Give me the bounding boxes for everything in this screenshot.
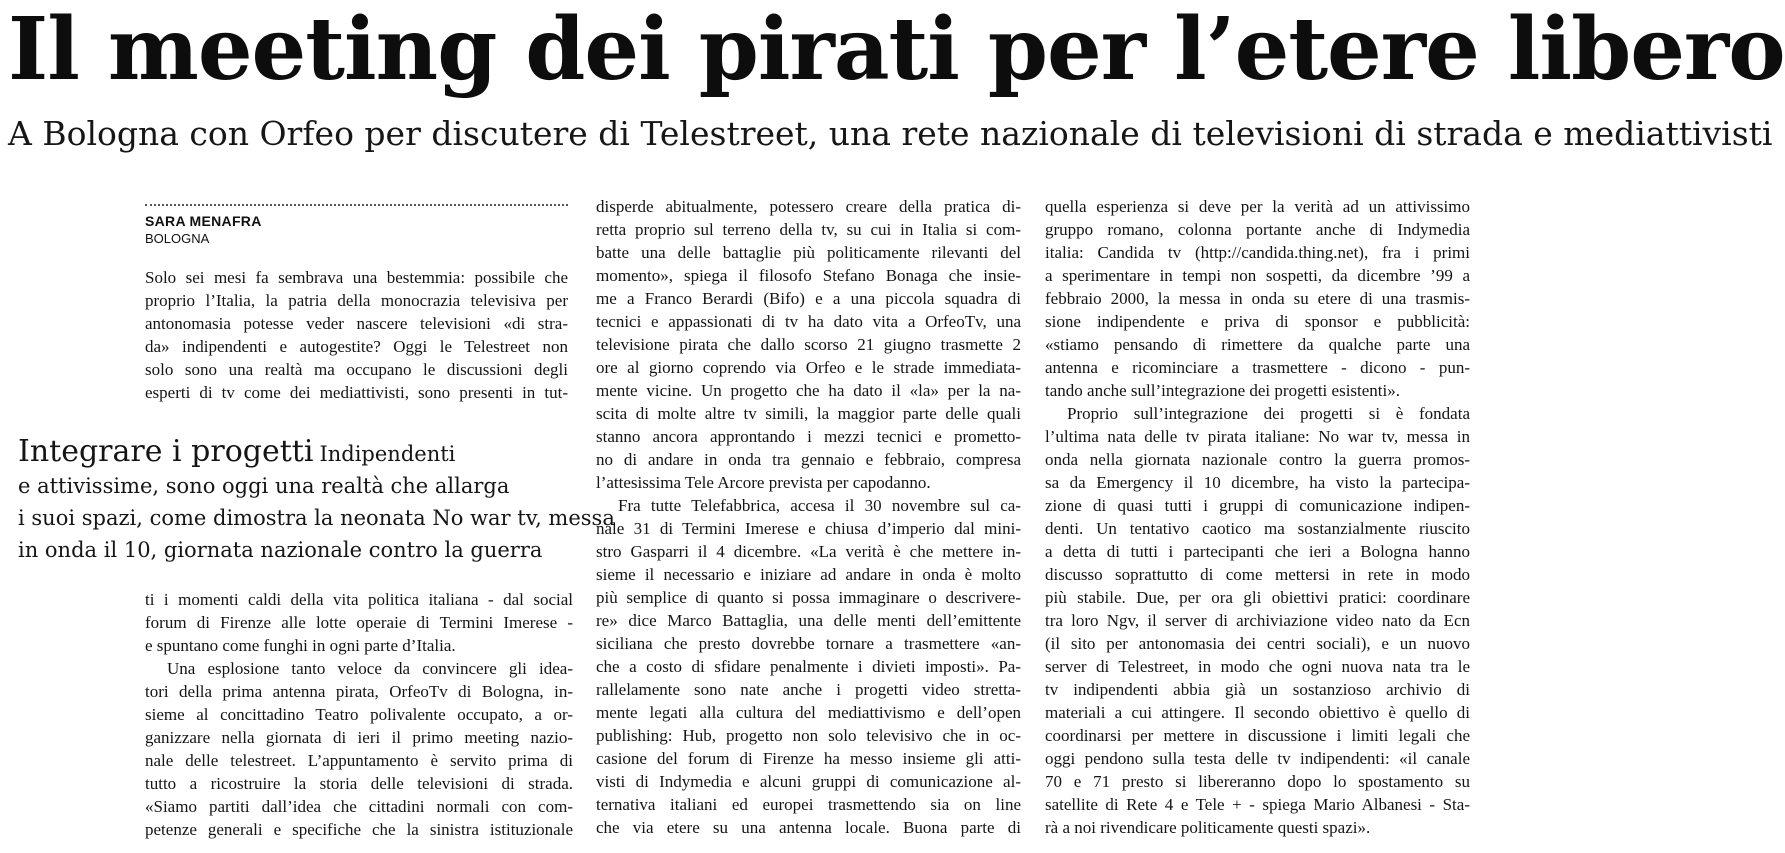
article-line: Una esplosione tanto veloce da convincere gli idea- — [167, 659, 573, 678]
article-line: ternativa italiani ed europei trasmettendo sia on line — [596, 795, 1021, 814]
article-line: febbraio 2000, la messa in onda su etere di una trasmis- — [1045, 289, 1470, 308]
article-line: tecnici e appassionati di tv ha dato vita a OrfeoTv, una — [596, 312, 1021, 331]
article-line: retta proprio sul terreno della tv, su cui in Italia si com- — [596, 220, 1021, 239]
article-line: televisione pirata che dallo scorso 21 giugno trasmette 2 — [596, 335, 1021, 354]
article-line: a sperimentare in tempi non sospetti, da dicembre ’99 a — [1045, 266, 1470, 285]
article-line: server di Telestreet, in modo che ogni nuova nata tra le — [1045, 657, 1470, 676]
article-line: visti di Indymedia e alcuni gruppi di comunicazione al- — [596, 772, 1021, 791]
article-line: casione del forum di Firenze ha messo insieme gli atti- — [596, 749, 1021, 768]
article-line: zione di quasi tutti i gruppi di comunicazione indipen- — [1045, 496, 1470, 515]
article-line: più semplice di quanto si possa immaginare o descrivere- — [596, 588, 1021, 607]
article-line: coordinarsi per mettere in discussione i limiti legali che — [1045, 726, 1470, 745]
article-line: momento», spiega il filosofo Stefano Bonaga che insie- — [596, 266, 1021, 285]
pull-quote-text: Indipendenti — [319, 442, 456, 466]
byline-author: SARA MENAFRA — [145, 213, 262, 229]
article-line: sieme al concittadino Teatro polivalente occupato, a or- — [145, 705, 573, 724]
article-line: Fra tutte Telefabbrica, accesa il 30 novembre sul ca- — [618, 496, 1021, 515]
pull-quote-line: i suoi spazi, come dimostra la neonata No war tv, messa — [18, 506, 615, 530]
article-line: rallelamente sono nate anche i progetti video stretta- — [596, 680, 1021, 699]
article-line: no di andare in onda tra gennaio e febbraio, compresa — [596, 450, 1021, 469]
article-line: me a Franco Berardi (Bifo) e a una piccola squadra di — [596, 289, 1021, 308]
article-line: satellite di Rete 4 e Tele + - spiega Mario Albanesi - Sta- — [1045, 795, 1470, 814]
article-line: Solo sei mesi fa sembrava una bestemmia: possibile che — [145, 268, 568, 287]
pull-quote-title: Integrare i progetti — [18, 434, 314, 469]
article-line: quella esperienza si deve per la verità ad un attivissimo — [1045, 197, 1470, 216]
article-line: 70 e 71 presto si libereranno dopo lo spostamento su — [1045, 772, 1470, 791]
article-line: disperde abitualmente, potessero creare della pratica di- — [596, 197, 1021, 216]
article-line: nale delle telestreet. L’appuntamento è servito prima di — [145, 751, 573, 770]
article-line: «Siamo partiti dall’idea che cittadini normali con com- — [145, 797, 573, 816]
article-column-3 — [1045, 195, 1470, 839]
article-line: Proprio sull’integrazione dei progetti si è fondata — [1067, 404, 1470, 423]
pull-quote-line — [18, 436, 518, 470]
article-line: proprio l’Italia, la patria della monocrazia televisiva per — [145, 291, 568, 310]
article-line: antonomasia potesse veder nascere televisioni «di stra- — [145, 314, 568, 333]
article-column-1-bottom — [145, 588, 573, 841]
article-line: publishing: Hub, progetto non solo televisivo che in oc- — [596, 726, 1021, 745]
article-line: ganizzare nella giornata di ieri il primo meeting nazio- — [145, 728, 573, 747]
article-line: nale 31 di Termini Imerese e chiusa d’imperio dal mini- — [596, 519, 1021, 538]
article-line: rà a noi rivendicare politicamente questi spazi». — [1045, 818, 1371, 837]
article-line: tv indipendenti abbia già un sostanzioso archivio di — [1045, 680, 1470, 699]
article-line: re» dice Marco Battaglia, una delle menti dell’emittente — [596, 611, 1021, 630]
article-line: ti i momenti caldi della vita politica italiana - dal social — [145, 590, 573, 609]
pull-quote-line: in onda il 10, giornata nazionale contro la guerra — [18, 538, 543, 562]
article-line: sa da Emergency il 10 dicembre, ha visto la partecipa- — [1045, 473, 1470, 492]
article-line: siciliana che presto dovrebbe tornare a trasmettere «an- — [596, 634, 1021, 653]
pull-quote-line: e attivissime, sono oggi una realtà che allarga — [18, 474, 510, 498]
article-line: sione indipendente e priva di sponsor e pubblicità: — [1045, 312, 1470, 331]
article-line: ore al giorno coprendo via Orfeo e le strade immediata- — [596, 358, 1021, 377]
article-line: che via etere su una antenna locale. Buona parte di — [596, 818, 1021, 837]
article-line: tra loro Ngv, il server di archiviazione video nato da Ecn — [1045, 611, 1470, 630]
article-line: antenna e ricominciare a trasmettere - dicono - pun- — [1045, 358, 1470, 377]
article-line: esperti di tv come dei mediattivisti, sono presenti in tut- — [145, 383, 568, 402]
article-line: l’attesissima Tele Arcore prevista per capodanno. — [596, 473, 931, 492]
article-line: a detta di tutti i partecipanti che ieri a Bologna hanno — [1045, 542, 1470, 561]
article-line: forum di Firenze alle lotte operaie di Termini Imerese - — [145, 613, 573, 632]
article-line: italia: Candida tv (http://candida.thing.net), fra i primi — [1045, 243, 1470, 262]
article-line: materiali a cui attingere. Il secondo obiettivo è quello di — [1045, 703, 1470, 722]
article-line: solo sono una realtà ma occupano le discussioni degli — [145, 360, 568, 379]
article-line: che a costo di sfidare penalmente i divieti imposti». Pa- — [596, 657, 1021, 676]
article-line: tando anche sull’integrazione dei progetti esistenti». — [1045, 381, 1400, 400]
article-line: mente vicine. Un progetto che ha dato il «la» per la na- — [596, 381, 1021, 400]
article-line: «stiamo pensando di rimettere da qualche parte una — [1045, 335, 1470, 354]
article-line: petenze generali e specifiche che la sinistra istituzionale — [145, 820, 573, 839]
byline-location: BOLOGNA — [145, 231, 210, 246]
article-line: scita di molte altre tv simili, la maggior parte delle quali — [596, 404, 1021, 423]
article-column-2 — [596, 195, 1021, 839]
article-line: sieme il necessario e iniziare ad andare in onda è molto — [596, 565, 1021, 584]
article-line: da» indipendenti e autogestite? Oggi le Telestreet non — [145, 337, 568, 356]
pull-quote — [18, 434, 615, 566]
article-column-1-top — [145, 266, 568, 404]
article-line: l’ultima nata delle tv pirata italiane: No war tv, messa in — [1045, 427, 1470, 446]
article-line: onda nella giornata nazionale contro la guerra promos- — [1045, 450, 1470, 469]
article-line: batte una delle battaglie più politicamente rilevanti del — [596, 243, 1021, 262]
article-line: denti. Un tentativo caotico ma sostanzialmente riuscito — [1045, 519, 1470, 538]
article-line: oggi pendono sulla testa delle tv indipendenti: «il canale — [1045, 749, 1470, 768]
subheadline: A Bologna con Orfeo per discutere di Telestreet, una rete nazionale di televisioni di strada e mediattivisti — [8, 114, 1773, 153]
article-line: discusso soprattutto di come mettersi in rete in modo — [1045, 565, 1470, 584]
article-line: stro Gasparri il 4 dicembre. «La verità è che mettere in- — [596, 542, 1021, 561]
article-line: tori della prima antenna pirata, OrfeoTv di Bologna, in- — [145, 682, 573, 701]
byline-rule — [145, 204, 568, 206]
article-line: e spuntano come funghi in ogni parte d’Italia. — [145, 636, 456, 655]
headline: Il meeting dei pirati per l’etere libero — [8, 0, 1785, 100]
article-line: (il sito per antonomasia dei centri sociali), e un nuovo — [1045, 634, 1470, 653]
article-line: tutto a ricostruire la storia delle televisioni di strada. — [145, 774, 573, 793]
article-line: gruppo romano, colonna portante anche di Indymedia — [1045, 220, 1470, 239]
article-line: mente legati alla cultura del mediattivismo e dell’open — [596, 703, 1021, 722]
article-line: più stabile. Due, per ora gli obiettivi pratici: coordinare — [1045, 588, 1470, 607]
article-line: stanno ancora approntando i mezzi tecnici e prometto- — [596, 427, 1021, 446]
